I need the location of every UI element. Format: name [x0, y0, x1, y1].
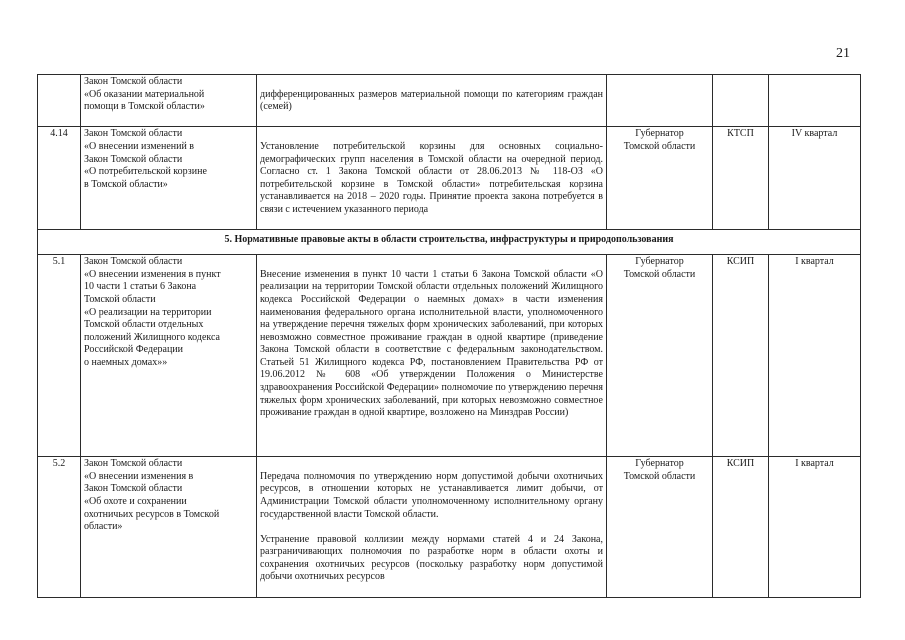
row-number: 4.14 [38, 127, 81, 230]
responsible-person [607, 75, 713, 127]
row-number: 5.1 [38, 255, 81, 457]
responsible-person: Губернатор Томской области [607, 457, 713, 598]
responsible-committee: КТСП [713, 127, 769, 230]
row-description [257, 75, 607, 127]
deadline: I квартал [769, 457, 861, 598]
section-title: 5. Нормативные правовые акты в области строительства, инфраструктуры и природопользования [38, 230, 861, 255]
description-paragraph: дифференцированных размеров материальной помощи по категориям граждан (семей) [260, 88, 603, 113]
responsible-person: Губернатор Томской области [607, 255, 713, 457]
law-title: Закон Томской области «О внесении изменений в Закон Томской области «О потребительской корзине в Томской области» [81, 127, 257, 230]
row-description [257, 127, 607, 230]
row-description [257, 255, 607, 457]
deadline [769, 75, 861, 127]
table-row [38, 127, 861, 230]
law-title: Закон Томской области «О внесении изменения в Закон Томской области «Об охоте и сохранении охотничьих ресурсов в Томской области» [81, 457, 257, 598]
description-paragraph: Устранение правовой коллизии между нормами статей 4 и 24 Закона, разграничивающих полномочия по разработке норм в области охоты и сохранения охотничьих ресурсов (поскольку разработку норм допустимой добычи охотничьих ресурсов [260, 533, 603, 583]
legislative-plan-table [37, 74, 861, 598]
responsible-committee: КСИП [713, 255, 769, 457]
table-row [38, 457, 861, 598]
table-row [38, 75, 861, 127]
law-title: Закон Томской области «О внесении изменения в пункт 10 части 1 статьи 6 Закона Томской области «О реализации на территории Томской области отдельных положений Жилищного кодекса Российской Федерации о наемных домах»» [81, 255, 257, 457]
row-number: 5.2 [38, 457, 81, 598]
section-header-row [38, 230, 861, 255]
deadline: I квартал [769, 255, 861, 457]
description-paragraph: Внесение изменения в пункт 10 части 1 статьи 6 Закона Томской области «О реализации на территории Томской области отдельных положений Жилищного кодекса Российской Федерации о наемных домах» в части изменения наименования федерального органа исполнительной власти, уполномоченного на утверждение перечня тяжелых форм хронических заболеваний, при которых невозможно совместное проживание граждан в одной квартире (приведение Закона Томской области в соответствие с федеральным законодательством. Статьей 51 Жилищного кодекса РФ, постановлением Правительства РФ от 19.06.2012 № 608 «Об утверждении Положения о Министерстве здравоохранения Российской Федерации» полномочие по утверждению перечня тяжелых форм хронических заболеваний, при которых невозможно совместное проживание граждан в одной квартире, возложено на Минздрав России) [260, 268, 603, 419]
row-description [257, 457, 607, 598]
responsible-person: Губернатор Томской области [607, 127, 713, 230]
page-number: 21 [836, 46, 850, 61]
responsible-committee: КСИП [713, 457, 769, 598]
description-paragraph: Установление потребительской корзины для основных социально-демографических групп населения в Томской области на очередной период. Согласно ст. 1 Закона Томской области от 28.06.2013 № 118-ОЗ «О потребительской корзине в Томской области» потребительская корзина устанавливается на 2018 – 2020 годы. Принятие проекта закона потребуется в связи с истечением указанного периода [260, 140, 603, 215]
responsible-committee [713, 75, 769, 127]
description-paragraph: Передача полномочия по утверждению норм допустимой добычи охотничьих ресурсов, в отношении которых не устанавливается лимит добычи, от Администрации Томской области уполномоченному исполнительному органу государственной власти Томской области. [260, 470, 603, 520]
row-number [38, 75, 81, 127]
deadline: IV квартал [769, 127, 861, 230]
table-row [38, 255, 861, 457]
law-title: Закон Томской области «Об оказании материальной помощи в Томской области» [81, 75, 257, 127]
